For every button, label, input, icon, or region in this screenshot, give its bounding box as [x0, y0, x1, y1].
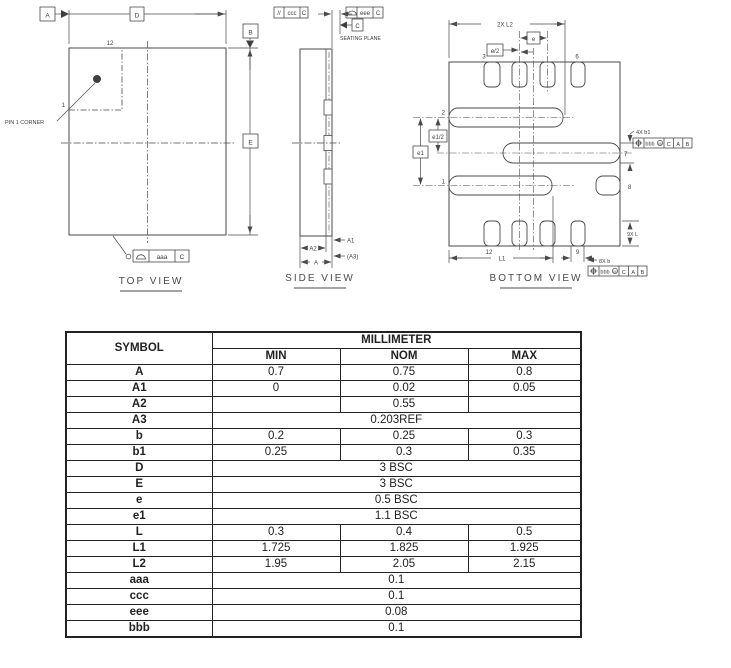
pad [571, 62, 585, 87]
top-view-title: TOP VIEW [118, 276, 184, 287]
fcf-ccc-tolerance: ccc [287, 11, 297, 17]
dim-2x-l2: 2X L2 [497, 22, 513, 29]
symbol-cell: bbb [66, 621, 212, 638]
value-cell-min: 1.725 [212, 541, 340, 557]
side-view [274, 7, 383, 288]
symbol-cell: b1 [66, 445, 212, 461]
value-cell-span: 0.1 [212, 589, 581, 605]
fcf-b1-modifier: M [658, 141, 662, 146]
dim-a3-label: (A3) [347, 254, 359, 261]
value-cell-span: 0.08 [212, 605, 581, 621]
value-cell-max: 0.05 [468, 381, 581, 397]
pin7-label: 7 [624, 152, 628, 158]
dim-a2-label: A2 [309, 246, 317, 253]
pin6-label: 6 [575, 54, 579, 61]
fcf-b-tolerance: bbb [600, 269, 610, 276]
value-cell-span: 0.5 BSC [212, 493, 581, 509]
table-row [66, 557, 581, 573]
callout-4x-b1: 4X b1 [636, 130, 651, 136]
pin12-label: 12 [485, 250, 493, 256]
table-row [66, 589, 581, 605]
pad [571, 221, 585, 246]
unit-header: MILLIMETER [212, 332, 581, 349]
table-row [66, 445, 581, 461]
value-cell-min [212, 397, 340, 413]
value-cell-nom: 1.825 [340, 541, 468, 557]
fcf-b-datum-b: B [640, 269, 645, 276]
table-row [66, 461, 581, 477]
symbol-cell: E [66, 477, 212, 493]
nom-header: NOM [340, 349, 468, 365]
table-row [66, 541, 581, 557]
symbol-cell: L2 [66, 557, 212, 573]
dim-d-label: D [134, 12, 140, 20]
value-cell-nom: 0.3 [340, 445, 468, 461]
value-cell-min: 0 [212, 381, 340, 397]
top-view [40, 7, 258, 291]
seating-plane-label: SEATING PLANE [340, 36, 381, 42]
package-drawing [0, 0, 731, 320]
pin3-label: 3 [482, 54, 486, 61]
value-cell-span: 0.1 [212, 573, 581, 589]
dim-e1: e1 [417, 151, 424, 157]
value-cell-nom: 0.55 [340, 397, 468, 413]
dim-a1-label: A1 [347, 238, 355, 245]
pin1-label: 1 [441, 179, 445, 186]
pin1-label: 1 [61, 103, 65, 109]
dim-e1-half: e1/2 [432, 135, 444, 141]
profile-of-surface-icon [348, 11, 357, 15]
table-row [66, 381, 581, 397]
symbol-cell: A3 [66, 413, 212, 429]
value-cell-min: 1.95 [212, 557, 340, 573]
table-row [66, 621, 581, 638]
dim-l1: L1 [498, 256, 506, 263]
fcf-b1-datum-c: C [666, 141, 671, 148]
symbol-cell: e1 [66, 509, 212, 525]
dim-9x-l: 9X L [627, 232, 638, 238]
value-cell-nom: 0.4 [340, 525, 468, 541]
symbol-cell: ccc [66, 589, 212, 605]
max-header: MAX [468, 349, 581, 365]
dimension-table [65, 331, 582, 638]
pin1-indicator-dot [93, 75, 101, 83]
value-cell-nom: 2.05 [340, 557, 468, 573]
dim-e-half: e/2 [490, 49, 500, 55]
symbol-header: SYMBOL [66, 332, 212, 365]
top-view-text [5, 13, 253, 288]
value-cell-min: 0.25 [212, 445, 340, 461]
table-row [66, 365, 581, 381]
side-view-title: SIDE VIEW [285, 273, 355, 284]
fcf-position-b [588, 266, 647, 276]
symbol-cell: eee [66, 605, 212, 621]
pin2-label: 2 [441, 110, 445, 117]
fcf-position-b1 [633, 138, 692, 148]
datum-a-label: A [45, 12, 50, 20]
leader-circle [126, 254, 131, 259]
value-cell-min: 0.7 [212, 365, 340, 381]
value-cell-nom: 0.25 [340, 429, 468, 445]
symbol-cell: L [66, 525, 212, 541]
datum-b-triangle [246, 41, 254, 49]
symbol-cell: L1 [66, 541, 212, 557]
fcf-b1-datum-a: A [676, 141, 681, 148]
terminal-bump [324, 169, 332, 184]
fcf-ccc-datum: C [301, 11, 307, 17]
datum-c-triangle [340, 22, 347, 29]
value-cell-span: 1.1 BSC [212, 509, 581, 525]
fcf-b-datum-c: C [621, 269, 626, 276]
value-cell-span: 0.203REF [212, 413, 581, 429]
symbol-cell: b [66, 429, 212, 445]
position-icon [635, 139, 642, 146]
bottom-view-title: BOTTOM VIEW [489, 273, 583, 284]
pin9-label: 9 [575, 250, 580, 256]
dim-e-label: E [248, 139, 253, 147]
symbol-cell: e [66, 493, 212, 509]
dim-e: e [531, 37, 536, 43]
fcf-b-datum-a: A [631, 269, 636, 276]
symbol-cell: A1 [66, 381, 212, 397]
min-header: MIN [212, 349, 340, 365]
pad-pin8 [596, 176, 620, 195]
table-row [66, 525, 581, 541]
pin1-corner-leader [57, 83, 95, 121]
symbol-cell: aaa [66, 573, 212, 589]
value-cell-min: 0.2 [212, 429, 340, 445]
value-cell-span: 3 BSC [212, 477, 581, 493]
table-row [66, 493, 581, 509]
symbol-cell: A2 [66, 397, 212, 413]
datum-c-label: C [355, 24, 360, 30]
pad [484, 221, 500, 246]
position-icon [590, 267, 597, 274]
fcf-eee-datum: C [375, 11, 381, 17]
value-cell-span: 0.1 [212, 621, 581, 638]
value-cell-max: 0.35 [468, 445, 581, 461]
pin12-label: 12 [106, 41, 114, 47]
symbol-cell: D [66, 461, 212, 477]
value-cell-max: 0.5 [468, 525, 581, 541]
pin1-corner-note: PIN 1 CORNER [5, 120, 45, 126]
value-cell-max: 2.15 [468, 557, 581, 573]
fcf-ccc-symbol: // [277, 11, 281, 17]
fcf-b-modifier: M [613, 269, 617, 274]
table-row [66, 477, 581, 493]
value-cell-max [468, 397, 581, 413]
datum-b-label: B [248, 29, 253, 37]
table-row [66, 605, 581, 621]
value-cell-nom: 0.02 [340, 381, 468, 397]
symbol-cell: A [66, 365, 212, 381]
value-cell-max: 1.925 [468, 541, 581, 557]
bottom-view [413, 20, 692, 288]
value-cell-span: 3 BSC [212, 461, 581, 477]
fcf-aaa-datum: C [179, 254, 185, 261]
profile-of-surface-icon [137, 255, 146, 259]
table-row [66, 509, 581, 525]
terminal-bump [324, 100, 332, 115]
fcf-eee-tolerance: eee [359, 11, 371, 17]
datum-a-triangle [61, 10, 69, 18]
callout-8x-b: 8X b [599, 259, 611, 265]
table-row [66, 573, 581, 589]
pad [484, 62, 500, 87]
value-cell-max: 0.8 [468, 365, 581, 381]
value-cell-min: 0.3 [212, 525, 340, 541]
table-body [66, 365, 581, 638]
pin8-label: 8 [628, 185, 632, 191]
value-cell-nom: 0.75 [340, 365, 468, 381]
dim-a-label: A [313, 260, 319, 267]
table-row [66, 413, 581, 429]
table-header-row [66, 332, 581, 349]
table-row [66, 397, 581, 413]
value-cell-max: 0.3 [468, 429, 581, 445]
fcf-b1-tolerance: bbb [645, 141, 655, 148]
fcf-b1-datum-b: B [685, 141, 690, 148]
fcf-aaa-tolerance: aaa [156, 254, 168, 261]
table-row [66, 429, 581, 445]
